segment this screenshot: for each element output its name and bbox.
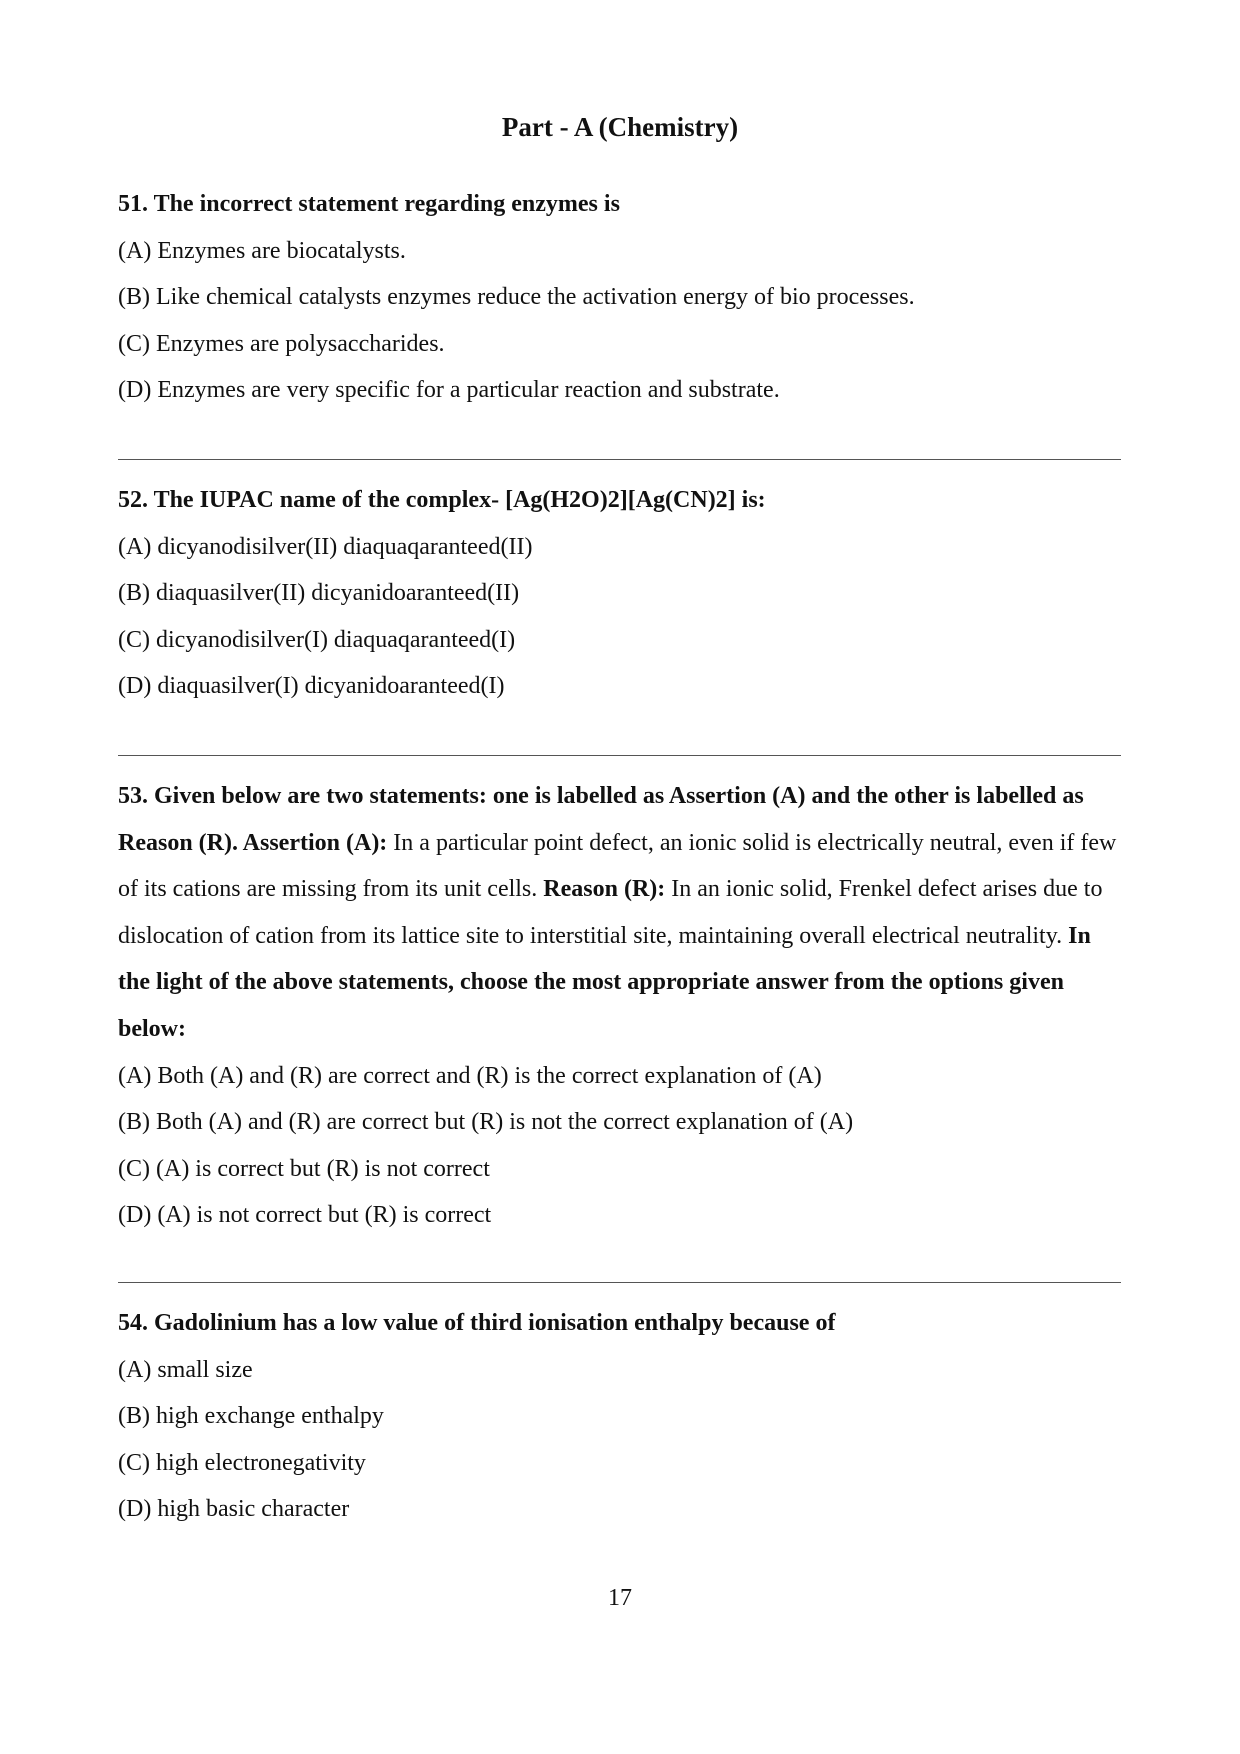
divider — [118, 755, 1121, 756]
divider — [118, 459, 1121, 460]
option-a: (A) dicyanodisilver(II) diaquaqaranteed(II) — [118, 533, 533, 560]
stem-text: In an ionic solid, Frenkel defect arises due to dislocation of cation from its lattice site to interstitial site, maintaining overall electrical neutrality. — [118, 876, 1103, 949]
option-b: (B) Both (A) and (R) are correct but (R) is not the correct explanation of (A) — [118, 1109, 854, 1136]
option-b: (B) high exchange enthalpy — [118, 1403, 384, 1430]
question-heading: 54. Gadolinium has a low value of third ionisation enthalpy because of — [118, 1310, 836, 1336]
option-b: (B) Like chemical catalysts enzymes reduce the activation energy of bio processes. — [118, 284, 915, 311]
question-53 — [118, 773, 1123, 1239]
stem-bold: 53. Given below are two statements: one is labelled as Assertion (A) and the other is labelled as Reason (R). Assertion (A): — [118, 783, 1084, 856]
option-d: (D) diaquasilver(I) dicyanidoaranteed(I) — [118, 673, 505, 700]
option-c: (C) dicyanodisilver(I) diaquaqaranteed(I) — [118, 626, 516, 653]
option-c: (C) (A) is correct but (R) is not correct — [118, 1155, 490, 1182]
question-54 — [118, 1300, 1128, 1533]
option-d: (D) high basic character — [118, 1496, 350, 1523]
question-51 — [118, 181, 1128, 414]
question-stem — [118, 773, 1123, 1053]
page-number: 17 — [608, 1585, 632, 1611]
question-heading: 52. The IUPAC name of the complex- [Ag(H2O)2][Ag(CN)2] is: — [118, 487, 766, 513]
stem-text: In a particular point defect, an ionic solid is electrically neutral, even if few of its cations are missing from its unit cells. — [118, 829, 1117, 903]
option-b: (B) diaquasilver(II) dicyanidoaranteed(II) — [118, 580, 520, 607]
stem-bold: Reason (R): — [543, 876, 666, 903]
option-c: (C) Enzymes are polysaccharides. — [118, 330, 445, 357]
section-title: Part - A (Chemistry) — [501, 112, 739, 142]
divider — [118, 1282, 1121, 1283]
stem-bold: In the light of the above statements, choose the most appropriate answer from the options given below: — [118, 922, 1091, 1042]
option-a: (A) small size — [118, 1356, 253, 1383]
question-52 — [118, 477, 1128, 710]
question-heading: 51. The incorrect statement regarding enzymes is — [118, 191, 620, 217]
option-d: (D) Enzymes are very specific for a particular reaction and substrate. — [118, 377, 780, 404]
option-a: (A) Both (A) and (R) are correct and (R) is the correct explanation of (A) — [118, 1062, 822, 1089]
option-d: (D) (A) is not correct but (R) is correct — [118, 1202, 492, 1229]
option-c: (C) high electronegativity — [118, 1449, 366, 1476]
option-a: (A) Enzymes are biocatalysts. — [118, 237, 406, 264]
